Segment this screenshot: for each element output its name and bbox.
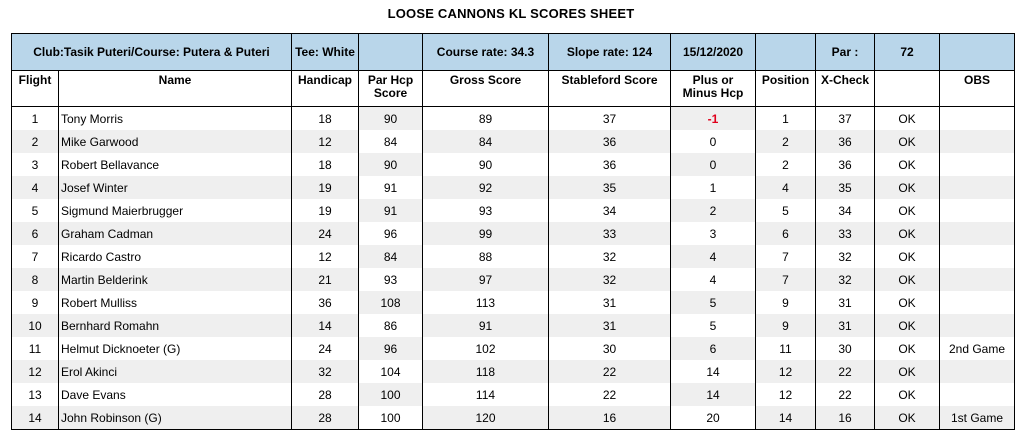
header-position: Position xyxy=(756,71,816,107)
player-name-cell: Ricardo Castro xyxy=(59,245,292,268)
plus-minus-hcp-cell: 5 xyxy=(671,291,756,314)
blank-info-cell xyxy=(756,34,816,71)
table-row xyxy=(12,291,1015,314)
par-hcp-score-cell: 91 xyxy=(359,176,423,199)
flight-cell: 14 xyxy=(12,406,59,430)
player-name-cell: Robert Bellavance xyxy=(59,153,292,176)
position-cell: 1 xyxy=(756,107,816,131)
obs-cell: 2nd Game xyxy=(940,337,1015,360)
flight-cell: 6 xyxy=(12,222,59,245)
par-hcp-score-cell: 104 xyxy=(359,360,423,383)
gross-score-cell: 113 xyxy=(423,291,549,314)
flight-cell: 11 xyxy=(12,337,59,360)
course-info-row xyxy=(12,34,1015,71)
xcheck-cell: 33 xyxy=(816,222,875,245)
handicap-cell: 18 xyxy=(292,107,359,131)
handicap-cell: 36 xyxy=(292,291,359,314)
status-cell: OK xyxy=(875,337,940,360)
header-status xyxy=(875,71,940,107)
table-row xyxy=(12,130,1015,153)
player-name-cell: Bernhard Romahn xyxy=(59,314,292,337)
plus-minus-hcp-cell: 20 xyxy=(671,406,756,430)
player-name-cell: Dave Evans xyxy=(59,383,292,406)
par-hcp-score-cell: 86 xyxy=(359,314,423,337)
position-cell: 12 xyxy=(756,383,816,406)
player-name-cell: Robert Mulliss xyxy=(59,291,292,314)
par-hcp-score-cell: 100 xyxy=(359,406,423,430)
obs-cell xyxy=(940,130,1015,153)
status-cell: OK xyxy=(875,222,940,245)
handicap-cell: 24 xyxy=(292,222,359,245)
table-row xyxy=(12,406,1015,430)
header-plus-minus-line2: Minus Hcp xyxy=(682,86,744,100)
par-hcp-score-cell: 108 xyxy=(359,291,423,314)
position-cell: 9 xyxy=(756,314,816,337)
status-cell: OK xyxy=(875,360,940,383)
header-name: Name xyxy=(59,71,292,107)
plus-minus-hcp-cell: 4 xyxy=(671,245,756,268)
handicap-cell: 21 xyxy=(292,268,359,291)
flight-cell: 13 xyxy=(12,383,59,406)
plus-minus-hcp-cell: 14 xyxy=(671,383,756,406)
table-row xyxy=(12,153,1015,176)
gross-score-cell: 120 xyxy=(423,406,549,430)
stableford-score-cell: 31 xyxy=(549,314,671,337)
status-cell: OK xyxy=(875,406,940,430)
plus-minus-hcp-cell: 5 xyxy=(671,314,756,337)
stableford-score-cell: 32 xyxy=(549,245,671,268)
stableford-score-cell: 34 xyxy=(549,199,671,222)
player-name-cell: Helmut Dicknoeter (G) xyxy=(59,337,292,360)
obs-cell xyxy=(940,153,1015,176)
header-stableford: Stableford Score xyxy=(549,71,671,107)
plus-minus-hcp-cell: 2 xyxy=(671,199,756,222)
plus-minus-hcp-cell: 0 xyxy=(671,130,756,153)
position-cell: 14 xyxy=(756,406,816,430)
blank-info-cell xyxy=(940,34,1015,71)
player-name-cell: Erol Akinci xyxy=(59,360,292,383)
obs-cell xyxy=(940,314,1015,337)
stableford-score-cell: 31 xyxy=(549,291,671,314)
plus-minus-hcp-cell: 6 xyxy=(671,337,756,360)
xcheck-cell: 31 xyxy=(816,291,875,314)
gross-score-cell: 88 xyxy=(423,245,549,268)
position-cell: 7 xyxy=(756,245,816,268)
header-plus-minus-line1: Plus or xyxy=(692,73,734,87)
player-name-cell: Graham Cadman xyxy=(59,222,292,245)
plus-minus-hcp-cell: 0 xyxy=(671,153,756,176)
course-rate-cell: Course rate: 34.3 xyxy=(423,34,549,71)
par-hcp-score-cell: 96 xyxy=(359,337,423,360)
player-name-cell: Josef Winter xyxy=(59,176,292,199)
stableford-score-cell: 36 xyxy=(549,130,671,153)
status-cell: OK xyxy=(875,383,940,406)
obs-cell xyxy=(940,268,1015,291)
position-cell: 5 xyxy=(756,199,816,222)
xcheck-cell: 36 xyxy=(816,130,875,153)
gross-score-cell: 84 xyxy=(423,130,549,153)
flight-cell: 5 xyxy=(12,199,59,222)
flight-cell: 10 xyxy=(12,314,59,337)
position-cell: 4 xyxy=(756,176,816,199)
handicap-cell: 19 xyxy=(292,176,359,199)
stableford-score-cell: 37 xyxy=(549,107,671,131)
flight-cell: 7 xyxy=(12,245,59,268)
position-cell: 6 xyxy=(756,222,816,245)
table-row xyxy=(12,176,1015,199)
stableford-score-cell: 32 xyxy=(549,268,671,291)
obs-cell xyxy=(940,199,1015,222)
gross-score-cell: 91 xyxy=(423,314,549,337)
player-name-cell: Sigmund Maierbrugger xyxy=(59,199,292,222)
xcheck-cell: 22 xyxy=(816,360,875,383)
handicap-cell: 24 xyxy=(292,337,359,360)
xcheck-cell: 35 xyxy=(816,176,875,199)
gross-score-cell: 102 xyxy=(423,337,549,360)
par-hcp-score-cell: 96 xyxy=(359,222,423,245)
stableford-score-cell: 16 xyxy=(549,406,671,430)
gross-score-cell: 114 xyxy=(423,383,549,406)
status-cell: OK xyxy=(875,291,940,314)
obs-cell xyxy=(940,222,1015,245)
xcheck-cell: 36 xyxy=(816,153,875,176)
handicap-cell: 14 xyxy=(292,314,359,337)
gross-score-cell: 90 xyxy=(423,153,549,176)
par-hcp-score-cell: 90 xyxy=(359,107,423,131)
table-row xyxy=(12,314,1015,337)
par-value-cell: 72 xyxy=(875,34,940,71)
player-name-cell: Martin Belderink xyxy=(59,268,292,291)
par-label-cell: Par : xyxy=(816,34,875,71)
header-flight: Flight xyxy=(12,71,59,107)
status-cell: OK xyxy=(875,268,940,291)
handicap-cell: 32 xyxy=(292,360,359,383)
header-par-hcp xyxy=(359,71,423,107)
status-cell: OK xyxy=(875,245,940,268)
plus-minus-hcp-cell: -1 xyxy=(671,107,756,131)
stableford-score-cell: 33 xyxy=(549,222,671,245)
xcheck-cell: 16 xyxy=(816,406,875,430)
header-plus-minus xyxy=(671,71,756,107)
tee-cell: Tee: White xyxy=(292,34,359,71)
stableford-score-cell: 30 xyxy=(549,337,671,360)
flight-cell: 8 xyxy=(12,268,59,291)
gross-score-cell: 99 xyxy=(423,222,549,245)
xcheck-cell: 32 xyxy=(816,245,875,268)
xcheck-cell: 37 xyxy=(816,107,875,131)
gross-score-cell: 93 xyxy=(423,199,549,222)
table-row xyxy=(12,268,1015,291)
gross-score-cell: 118 xyxy=(423,360,549,383)
handicap-cell: 18 xyxy=(292,153,359,176)
xcheck-cell: 34 xyxy=(816,199,875,222)
par-hcp-score-cell: 100 xyxy=(359,383,423,406)
flight-cell: 9 xyxy=(12,291,59,314)
slope-rate-cell: Slope rate: 124 xyxy=(549,34,671,71)
status-cell: OK xyxy=(875,107,940,131)
status-cell: OK xyxy=(875,176,940,199)
table-row xyxy=(12,337,1015,360)
player-name-cell: John Robinson (G) xyxy=(59,406,292,430)
column-header-row xyxy=(12,71,1015,107)
status-cell: OK xyxy=(875,153,940,176)
scores-table xyxy=(11,33,1015,430)
obs-cell xyxy=(940,360,1015,383)
table-row xyxy=(12,383,1015,406)
flight-cell: 12 xyxy=(12,360,59,383)
plus-minus-hcp-cell: 14 xyxy=(671,360,756,383)
header-gross: Gross Score xyxy=(423,71,549,107)
gross-score-cell: 89 xyxy=(423,107,549,131)
par-hcp-score-cell: 84 xyxy=(359,245,423,268)
obs-cell xyxy=(940,176,1015,199)
header-par-hcp-line2: Score xyxy=(373,86,408,100)
gross-score-cell: 92 xyxy=(423,176,549,199)
par-hcp-score-cell: 90 xyxy=(359,153,423,176)
gross-score-cell: 97 xyxy=(423,268,549,291)
flight-cell: 4 xyxy=(12,176,59,199)
position-cell: 9 xyxy=(756,291,816,314)
obs-cell: 1st Game xyxy=(940,406,1015,430)
stableford-score-cell: 36 xyxy=(549,153,671,176)
table-row xyxy=(12,107,1015,131)
stableford-score-cell: 22 xyxy=(549,383,671,406)
sheet-title: LOOSE CANNONS KL SCORES SHEET xyxy=(387,6,635,21)
header-handicap: Handicap xyxy=(292,71,359,107)
handicap-cell: 19 xyxy=(292,199,359,222)
obs-cell xyxy=(940,245,1015,268)
player-name-cell: Mike Garwood xyxy=(59,130,292,153)
position-cell: 2 xyxy=(756,153,816,176)
flight-cell: 1 xyxy=(12,107,59,131)
date-cell: 15/12/2020 xyxy=(671,34,756,71)
header-xcheck: X-Check xyxy=(816,71,875,107)
plus-minus-hcp-cell: 4 xyxy=(671,268,756,291)
plus-minus-hcp-cell: 1 xyxy=(671,176,756,199)
par-hcp-score-cell: 91 xyxy=(359,199,423,222)
xcheck-cell: 30 xyxy=(816,337,875,360)
xcheck-cell: 32 xyxy=(816,268,875,291)
table-row xyxy=(12,245,1015,268)
status-cell: OK xyxy=(875,130,940,153)
handicap-cell: 28 xyxy=(292,406,359,430)
header-par-hcp-line1: Par Hcp xyxy=(367,73,414,87)
header-obs: OBS xyxy=(940,71,1015,107)
obs-cell xyxy=(940,107,1015,131)
table-row xyxy=(12,199,1015,222)
par-hcp-score-cell: 84 xyxy=(359,130,423,153)
position-cell: 11 xyxy=(756,337,816,360)
stableford-score-cell: 22 xyxy=(549,360,671,383)
stableford-score-cell: 35 xyxy=(549,176,671,199)
handicap-cell: 12 xyxy=(292,130,359,153)
xcheck-cell: 31 xyxy=(816,314,875,337)
status-cell: OK xyxy=(875,199,940,222)
plus-minus-hcp-cell: 3 xyxy=(671,222,756,245)
flight-cell: 2 xyxy=(12,130,59,153)
flight-cell: 3 xyxy=(12,153,59,176)
par-hcp-score-cell: 93 xyxy=(359,268,423,291)
table-row xyxy=(12,222,1015,245)
position-cell: 7 xyxy=(756,268,816,291)
xcheck-cell: 22 xyxy=(816,383,875,406)
obs-cell xyxy=(940,383,1015,406)
handicap-cell: 28 xyxy=(292,383,359,406)
blank-info-cell xyxy=(359,34,423,71)
handicap-cell: 12 xyxy=(292,245,359,268)
player-name-cell: Tony Morris xyxy=(59,107,292,131)
obs-cell xyxy=(940,291,1015,314)
status-cell: OK xyxy=(875,314,940,337)
position-cell: 12 xyxy=(756,360,816,383)
table-row xyxy=(12,360,1015,383)
position-cell: 2 xyxy=(756,130,816,153)
club-course-cell: Club:Tasik Puteri/Course: Putera & Puteri xyxy=(12,34,292,71)
